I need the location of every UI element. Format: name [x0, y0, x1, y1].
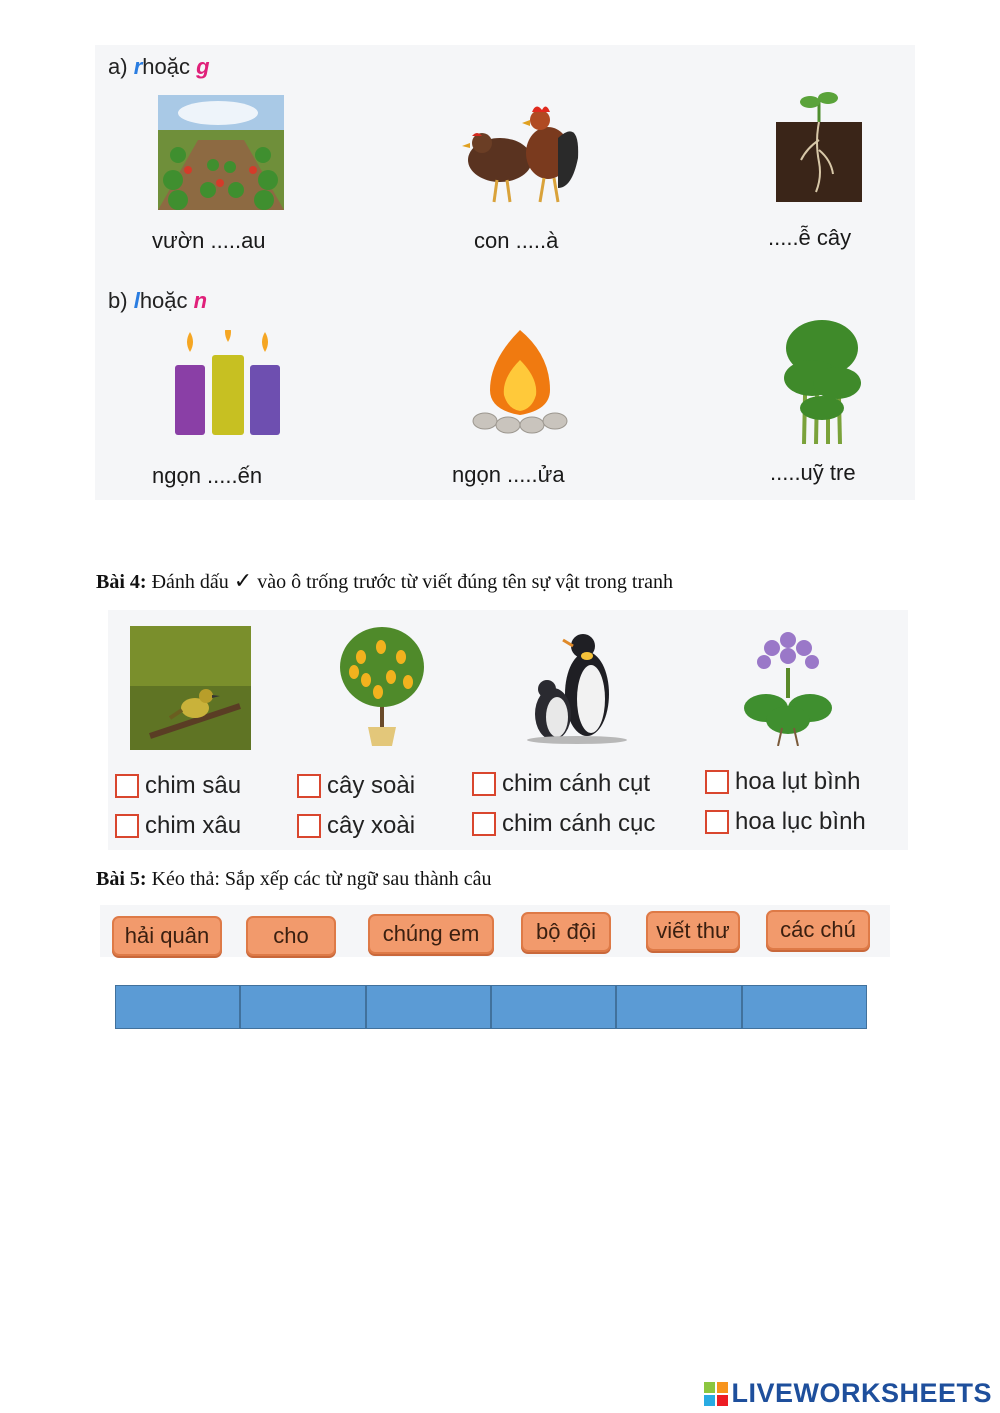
checkbox[interactable] [297, 774, 321, 798]
word-chip[interactable]: cho [246, 916, 336, 956]
bird-icon [130, 626, 251, 750]
option-hoa-luc-binh[interactable]: hoa lục bình [705, 808, 866, 836]
liveworksheets-logo-icon [703, 1381, 729, 1407]
checkbox[interactable] [297, 814, 321, 838]
drop-zone [115, 985, 867, 1029]
option-chim-xau[interactable]: chim xâu [115, 812, 241, 840]
option-chim-canh-cuc[interactable]: chim cánh cục [472, 810, 655, 838]
option-hoa-lut-binh[interactable]: hoa lụt bình [705, 768, 860, 796]
candles-icon [170, 330, 285, 438]
penguin-icon [525, 624, 630, 744]
campfire-icon [470, 325, 570, 438]
rooster-hen-icon [462, 98, 584, 206]
plant-root-icon [776, 90, 862, 202]
drop-slot-2[interactable] [240, 985, 365, 1029]
checkbox[interactable] [472, 812, 496, 836]
liveworksheets-logo: LIVEWORKSHEETS [703, 1378, 992, 1409]
bai4-label: Bài 4: [96, 571, 147, 593]
drop-slot-1[interactable] [115, 985, 240, 1029]
caption-rooster: con .....à [474, 228, 559, 253]
drop-slot-3[interactable] [366, 985, 491, 1029]
caption-garden: vườn .....au [152, 228, 266, 253]
mango-tree-icon [336, 622, 428, 747]
word-chip[interactable]: chúng em [368, 914, 494, 954]
caption-candles: ngọn .....ến [152, 463, 263, 488]
drop-slot-4[interactable] [491, 985, 616, 1029]
water-hyacinth-icon [742, 628, 835, 746]
checkbox[interactable] [705, 770, 729, 794]
option-chim-canh-cut[interactable]: chim cánh cụt [472, 770, 650, 798]
word-chip[interactable]: các chú [766, 910, 870, 950]
option-chim-sau[interactable]: chim sâu [115, 772, 241, 800]
word-chip[interactable]: viết thư [646, 911, 740, 951]
checkbox[interactable] [115, 774, 139, 798]
option-cay-soai[interactable]: cây soài [297, 772, 415, 800]
bai5-instruction: Bài 5: Kéo thả: Sắp xếp các từ ngữ sau thành câu [96, 868, 492, 890]
checkbox[interactable] [705, 810, 729, 834]
caption-fire: ngọn .....ửa [452, 462, 565, 487]
checkbox[interactable] [472, 772, 496, 796]
bamboo-icon [782, 318, 862, 444]
part-a-heading: a) rhoặc g [108, 54, 210, 79]
checkbox[interactable] [115, 814, 139, 838]
check-mark-symbol: ✓ [233, 568, 253, 593]
garden-icon [158, 95, 284, 210]
part-b-heading: b) lhoặc n [108, 288, 208, 313]
bai5-label: Bài 5: [96, 868, 147, 890]
caption-root: .....ễ cây [768, 225, 852, 250]
word-chip[interactable]: bộ đội [521, 912, 611, 952]
option-cay-xoai[interactable]: cây xoài [297, 812, 415, 840]
drop-slot-6[interactable] [742, 985, 867, 1029]
bai4-instruction: Bài 4: Đánh dấu ✓ vào ô trống trước từ viết đúng tên sự vật trong tranh [96, 568, 673, 593]
word-chip[interactable]: hải quân [112, 916, 222, 956]
drop-slot-5[interactable] [616, 985, 741, 1029]
caption-bamboo: .....uỹ tre [770, 460, 856, 485]
